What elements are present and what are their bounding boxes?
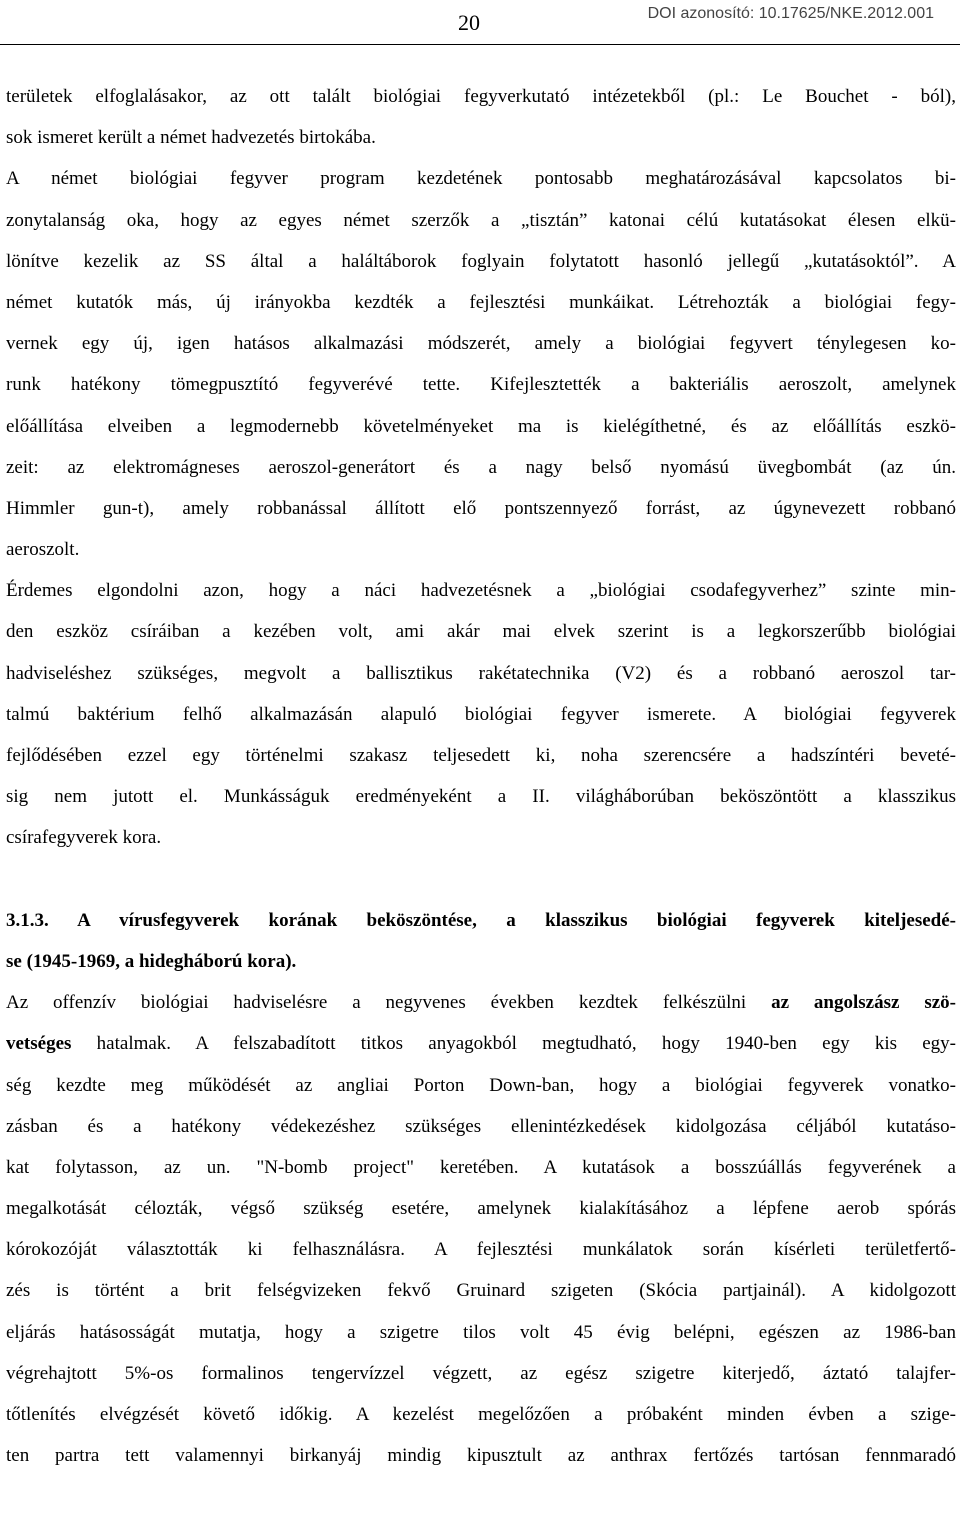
section-heading-line xyxy=(6,900,956,941)
text-line xyxy=(6,1023,956,1064)
heading-text: 3.1.3. A vírusfegyverek korának beköszöntése, a klasszikus biológiai fegyverek kiteljesedé- xyxy=(6,909,956,931)
text-line: zásban és a hatékony védekezéshez szükséges ellenintézkedések kidolgozása céljából kutatáso- xyxy=(6,1115,956,1137)
text-line: talmú baktérium felhő alkalmazásán alapuló biológiai fegyver ismerete. A biológiai fegyverek xyxy=(6,703,956,725)
doi-identifier: DOI azonosító: 10.17625/NKE.2012.001 xyxy=(647,5,934,22)
text-line: kat folytasson, az un. "N-bomb project" keretében. A kutatások a bosszúállás fegyverének a xyxy=(6,1156,956,1178)
bold-phrase: vetséges xyxy=(6,1033,72,1055)
text-line: előállítása elveiben a legmodernebb követelményeket ma is kielégíthetné, és az előállítás eszkö- xyxy=(6,415,956,437)
text-line: lönítve kezelik az SS által a haláltáborok foglyain folytatott hasonló jellegű „kutatásoktól”. A xyxy=(6,250,956,272)
header-divider xyxy=(0,44,960,45)
text-line: aeroszolt. xyxy=(6,539,80,561)
text-line: vernek egy új, igen hatásos alkalmazási módszerét, amely a biológiai fegyvert ténylegesen ko- xyxy=(6,333,956,355)
text-line: területek elfoglalásakor, az ott talált biológiai fegyverkutató intézetekből (pl.: Le Bouchet - ból), xyxy=(6,86,956,107)
text-line: Érdemes elgondolni azon, hogy a náci hadvezetésnek a „biológiai csodafegyverhez” szinte min- xyxy=(6,580,956,602)
text-line: megalkotását célozták, végső szükség esetére, amelynek kialakításához a lépfene aerob spórás xyxy=(6,1198,956,1220)
text-line: sig nem jutott el. Munkásságuk eredményeként a II. világháborúban beköszöntött a klasszikus xyxy=(6,786,956,808)
body-text xyxy=(6,76,956,1476)
text-line: fejlődésében ezzel egy történelmi szakasz teljesedett ki, noha szerencsére a hadszíntéri beveté- xyxy=(6,745,956,766)
text-line: kórokozóját választották ki felhasználásra. A fejlesztési munkálatok során kísérleti területfertő- xyxy=(6,1239,956,1261)
section-heading-line xyxy=(6,941,956,982)
text-line: Himmler gun-t), amely robbanással állított elő pontszennyező forrást, az úgynevezett robbanó xyxy=(6,497,956,519)
text-line: eljárás hatásosságát mutatja, hogy a szigetre tilos volt 45 évig belépni, egészen az 1986-ban xyxy=(6,1321,956,1343)
text-line: ten partra tett valamennyi birkanyáj mindig kipusztult az anthrax fertőzés tartósan fennmaradó xyxy=(6,1445,956,1467)
text-line: sok ismeret került a német hadvezetés birtokába. xyxy=(6,127,376,149)
text-line: hadviseléshez szükséges, megvolt a ballisztikus rakétatechnika (V2) és a robbanó aeroszol tar- xyxy=(6,662,956,684)
text-line: tőtlenítés elvégzését követő időkig. A kezelést megelőzően a próbaként minden évben a szige- xyxy=(6,1404,956,1425)
bold-phrase: az angolszász szö- xyxy=(771,992,956,1014)
page-number: 20 xyxy=(458,10,480,35)
text-line: zonytalanság oka, hogy az egyes német szerzők a „tisztán” katonai célú kutatásokat élesen elkü- xyxy=(6,209,956,231)
text-line: zés is történt a brit felségvizeken fekvő Gruinard szigeten (Skócia partjainál). A kidolgozott xyxy=(6,1280,956,1302)
paragraph-gap xyxy=(6,859,956,900)
text-line: ség kezdte meg működését az angliai Porton Down-ban, hogy a biológiai fegyverek vonatko- xyxy=(6,1074,956,1096)
text-line: den eszköz csíráiban a kezében volt, ami akár mai elvek szerint is a legkorszerűbb biológiai xyxy=(6,621,956,643)
text-span: Az offenzív biológiai hadviselésre a negyvenes években kezdtek felkészülni xyxy=(6,992,772,1014)
text-span: hatalmak. A felszabadított titkos anyagokból megtudható, hogy 1940-ben egy kis egy- xyxy=(71,1033,956,1055)
text-line xyxy=(6,982,956,1023)
text-line: végrehajtott 5%-os formalinos tengervízzel végzett, az egész szigetre kiterjedő, áztató talajfer- xyxy=(6,1362,956,1384)
text-line: német kutatók más, új irányokba kezdték a fejlesztési munkáikat. Létrehozták a biológiai fegy- xyxy=(6,291,956,313)
text-line: runk hatékony tömegpusztító fegyverévé tette. Kifejlesztették a bakteriális aeroszolt, amelynek xyxy=(6,374,956,396)
text-line: zeit: az elektromágneses aeroszol-generátort és a nagy belső nyomású üvegbombát (az ún. xyxy=(6,456,956,478)
text-line: A német biológiai fegyver program kezdetének pontosabb meghatározásával kapcsolatos bi- xyxy=(6,168,956,190)
heading-text: se (1945-1969, a hidegháború kora). xyxy=(6,950,297,972)
text-line: csírafegyverek kora. xyxy=(6,827,162,849)
